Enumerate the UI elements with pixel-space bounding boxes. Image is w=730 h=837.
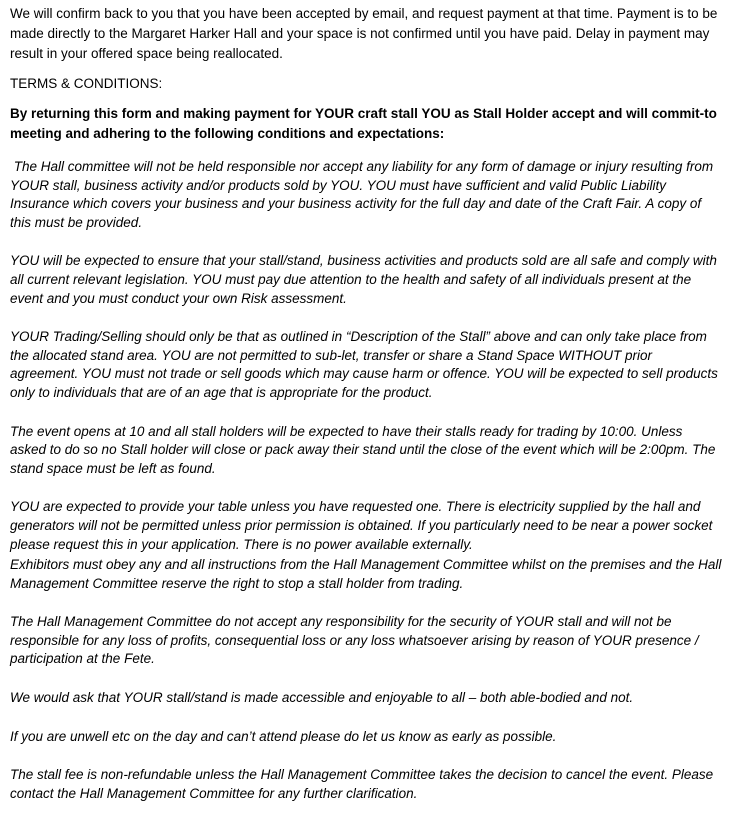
condition-security: The Hall Management Committee do not accept any responsibility for the security of YOUR stall and will not be responsible for any loss of profits, consequential loss or any loss whatsoever arising by reason of YOUR presence / participation at the Fete. — [10, 614, 699, 667]
condition-instructions: Exhibitors must obey any and all instructions from the Hall Management Committee whilst on the premises and the Hall Management Committee reserve the right to stop a stall holder from trading. — [10, 557, 722, 591]
terms-lead-statement: By returning this form and making payment for YOUR craft stall YOU as Stall Holder accept and will commit-to meeting and adhering to the following conditions and expectations: — [10, 106, 717, 141]
condition-liability: The Hall committee will not be held responsible nor accept any liability for any form of damage or injury resulting from YOUR stall, business activity and/or products sold by YOU. YOU must have sufficient and valid Public Liability Insurance which covers your business and your business activity for the full day and date of the Craft Fair. A copy of this must be provided. — [10, 159, 717, 230]
condition-table-electricity: YOU are expected to provide your table unless you have requested one. There is electricity supplied by the hall and generators will not be permitted unless prior permission is obtained. If you particularly need to be near a power socket please request this in your application. There is no power available externally. — [10, 499, 713, 552]
condition-opening-times: The event opens at 10 and all stall holders will be expected to have their stalls ready for trading by 10:00. Unless asked to do so no Stall holder will close or pack away their stand until the close of the event which will be 2:00pm. The stand space must be left as found. — [10, 423, 716, 476]
condition-refund: The stall fee is non-refundable unless the Hall Management Committee takes the decision to cancel the event. Please contact the Hall Management Committee for any further clarification. — [10, 767, 714, 801]
condition-unwell: If you are unwell etc on the day and can’t attend please do let us know as early as possible. — [10, 728, 557, 744]
document-page — [10, 4, 722, 803]
condition-accessibility: We would ask that YOUR stall/stand is made accessible and enjoyable to all – both able-bodied and not. — [10, 690, 634, 706]
terms-heading: TERMS & CONDITIONS: — [10, 76, 163, 91]
payment-intro-paragraph: We will confirm back to you that you have been accepted by email, and request payment at that time. Payment is to be made directly to the Margaret Harker Hall and your space is not confirmed until you have paid. Delay in payment may result in your offered space being reallocated. — [10, 6, 718, 61]
condition-trading: YOUR Trading/Selling should only be that as outlined in “Description of the Stall” above and can only take place from the allocated stand area. YOU are not permitted to sub-let, transfer or share a Stand Space WITHOUT prior agreement. YOU must not trade or sell goods which may cause harm or offence. YOU will be expected to sell products only to individuals that are of an age that is appropriate for the product. — [10, 329, 718, 400]
condition-safety: YOU will be expected to ensure that your stall/stand, business activities and products sold are all safe and comply with all current relevant legislation. YOU must pay due attention to the health and safety of all individuals present at the event and you must conduct your own Risk assessment. — [10, 253, 717, 306]
